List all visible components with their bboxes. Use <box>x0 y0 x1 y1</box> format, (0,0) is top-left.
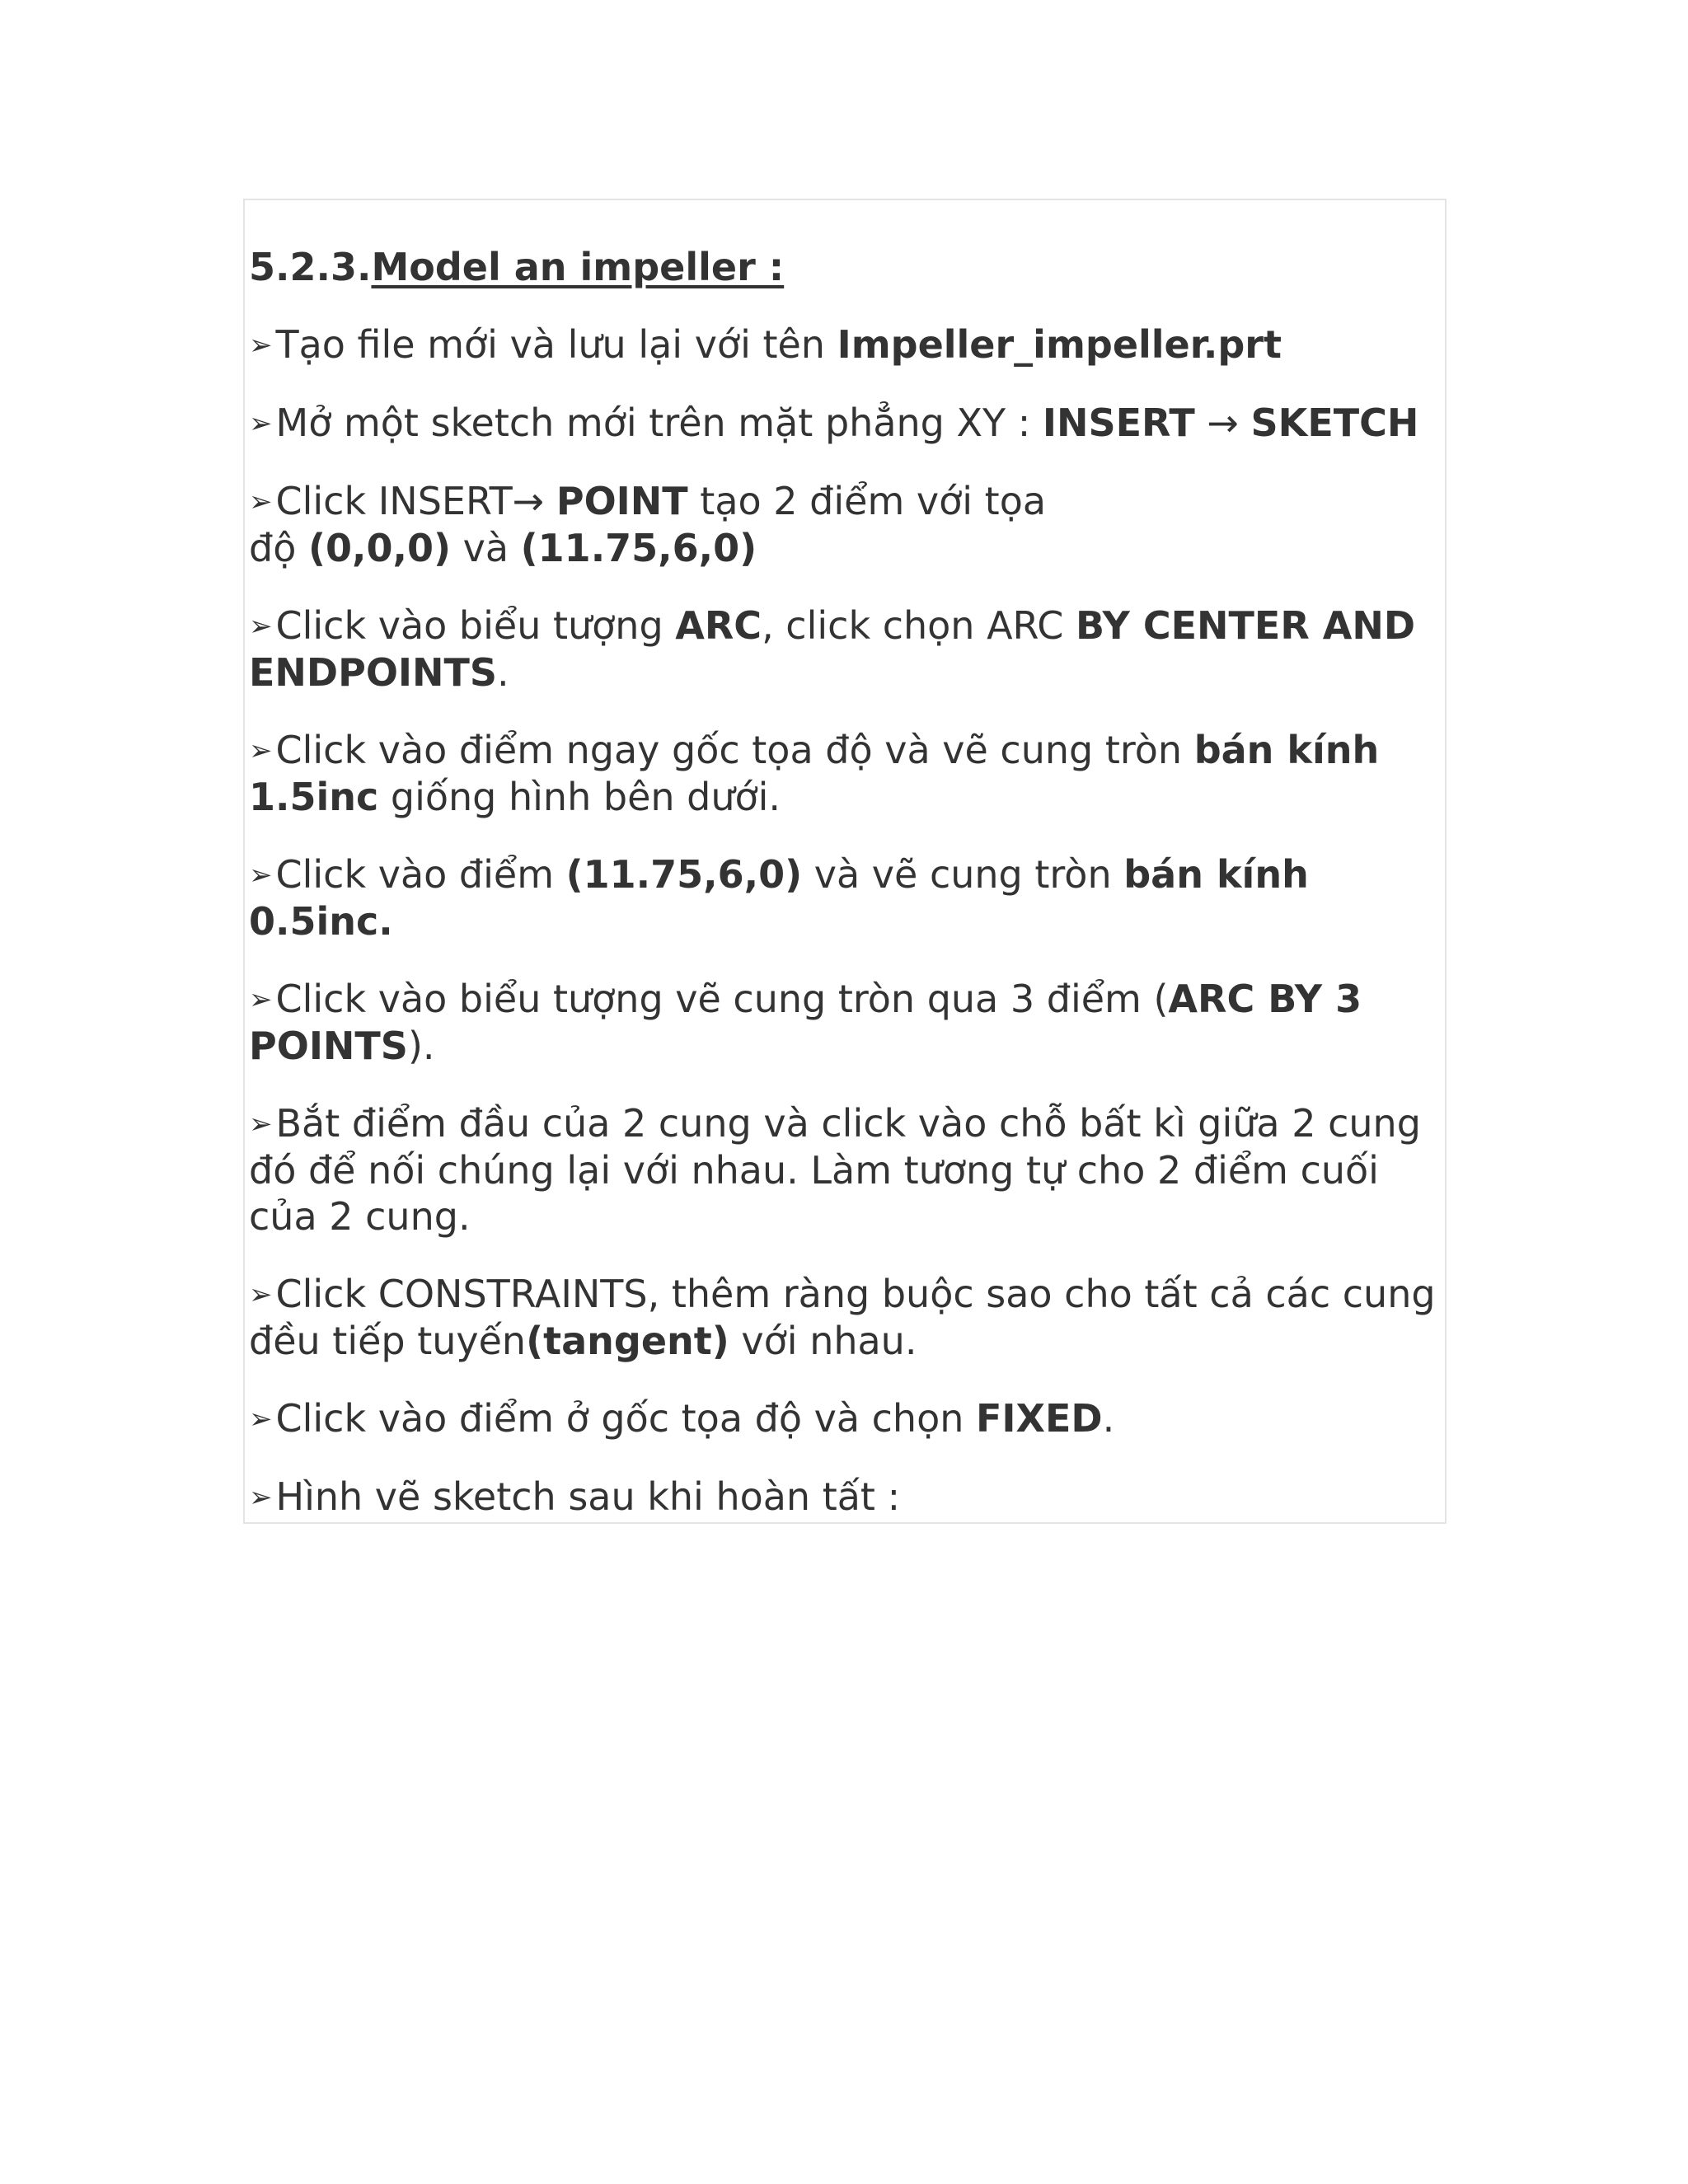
step-5: ➢Click vào điểm ngay gốc tọa độ và vẽ cung tròn bán kính 1.5inc giống hình bên dưới. <box>249 728 1380 819</box>
section-heading <box>249 244 1444 290</box>
section-number: 5.2.3. <box>249 245 372 289</box>
step-6: ➢Click vào điểm (11.75,6,0) và vẽ cung tròn bán kính 0.5inc. <box>249 852 1309 944</box>
arrow-bullet-icon: ➢ <box>249 859 273 892</box>
step-4: ➢Click vào biểu tượng ARC, click chọn ARC BY CENTER AND ENDPOINTS. <box>249 603 1416 695</box>
step-7: ➢Click vào biểu tượng vẽ cung tròn qua 3 điểm (ARC BY 3 POINTS). <box>249 977 1362 1068</box>
arrow-bullet-icon: ➢ <box>249 983 273 1016</box>
arrow-bullet-icon: ➢ <box>249 734 273 767</box>
arrow-bullet-icon: ➢ <box>249 407 273 440</box>
arrow-bullet-icon: ➢ <box>249 610 273 643</box>
arrow-bullet-icon: ➢ <box>249 1108 273 1141</box>
step-9: ➢Click CONSTRAINTS, thêm ràng buộc sao cho tất cả các cung đều tiếp tuyến(tangent) với nhau. <box>249 1272 1436 1363</box>
step-11: ➢Hình vẽ sketch sau khi hoàn tất : <box>249 1474 901 1519</box>
arrow-bullet-icon: ➢ <box>249 485 273 518</box>
step-3: ➢Click INSERT→ POINT tạo 2 điểm với tọa độ (0,0,0) và (11.75,6,0) <box>249 479 1047 570</box>
arrow-bullet-icon: ➢ <box>249 1278 273 1311</box>
section-title: Model an impeller : <box>371 245 785 289</box>
arrow-bullet-icon: ➢ <box>249 1481 273 1514</box>
step-2: ➢Mở một sketch mới trên mặt phẳng XY : INSERT → SKETCH <box>249 401 1419 445</box>
step-1: ➢Tạo file mới và lưu lại với tên Impeller_impeller.prt <box>249 322 1282 367</box>
step-8: ➢Bắt điểm đầu của 2 cung và click vào chỗ bất kì giữa 2 cung đó để nối chúng lại với nhau. Làm tương tự cho 2 điểm cuối của 2 cung. <box>249 1101 1421 1239</box>
arrow-bullet-icon: ➢ <box>249 1403 273 1436</box>
step-10: ➢Click vào điểm ở gốc tọa độ và chọn FIXED. <box>249 1396 1115 1441</box>
document-body <box>249 244 1444 1552</box>
arrow-bullet-icon: ➢ <box>249 329 273 362</box>
